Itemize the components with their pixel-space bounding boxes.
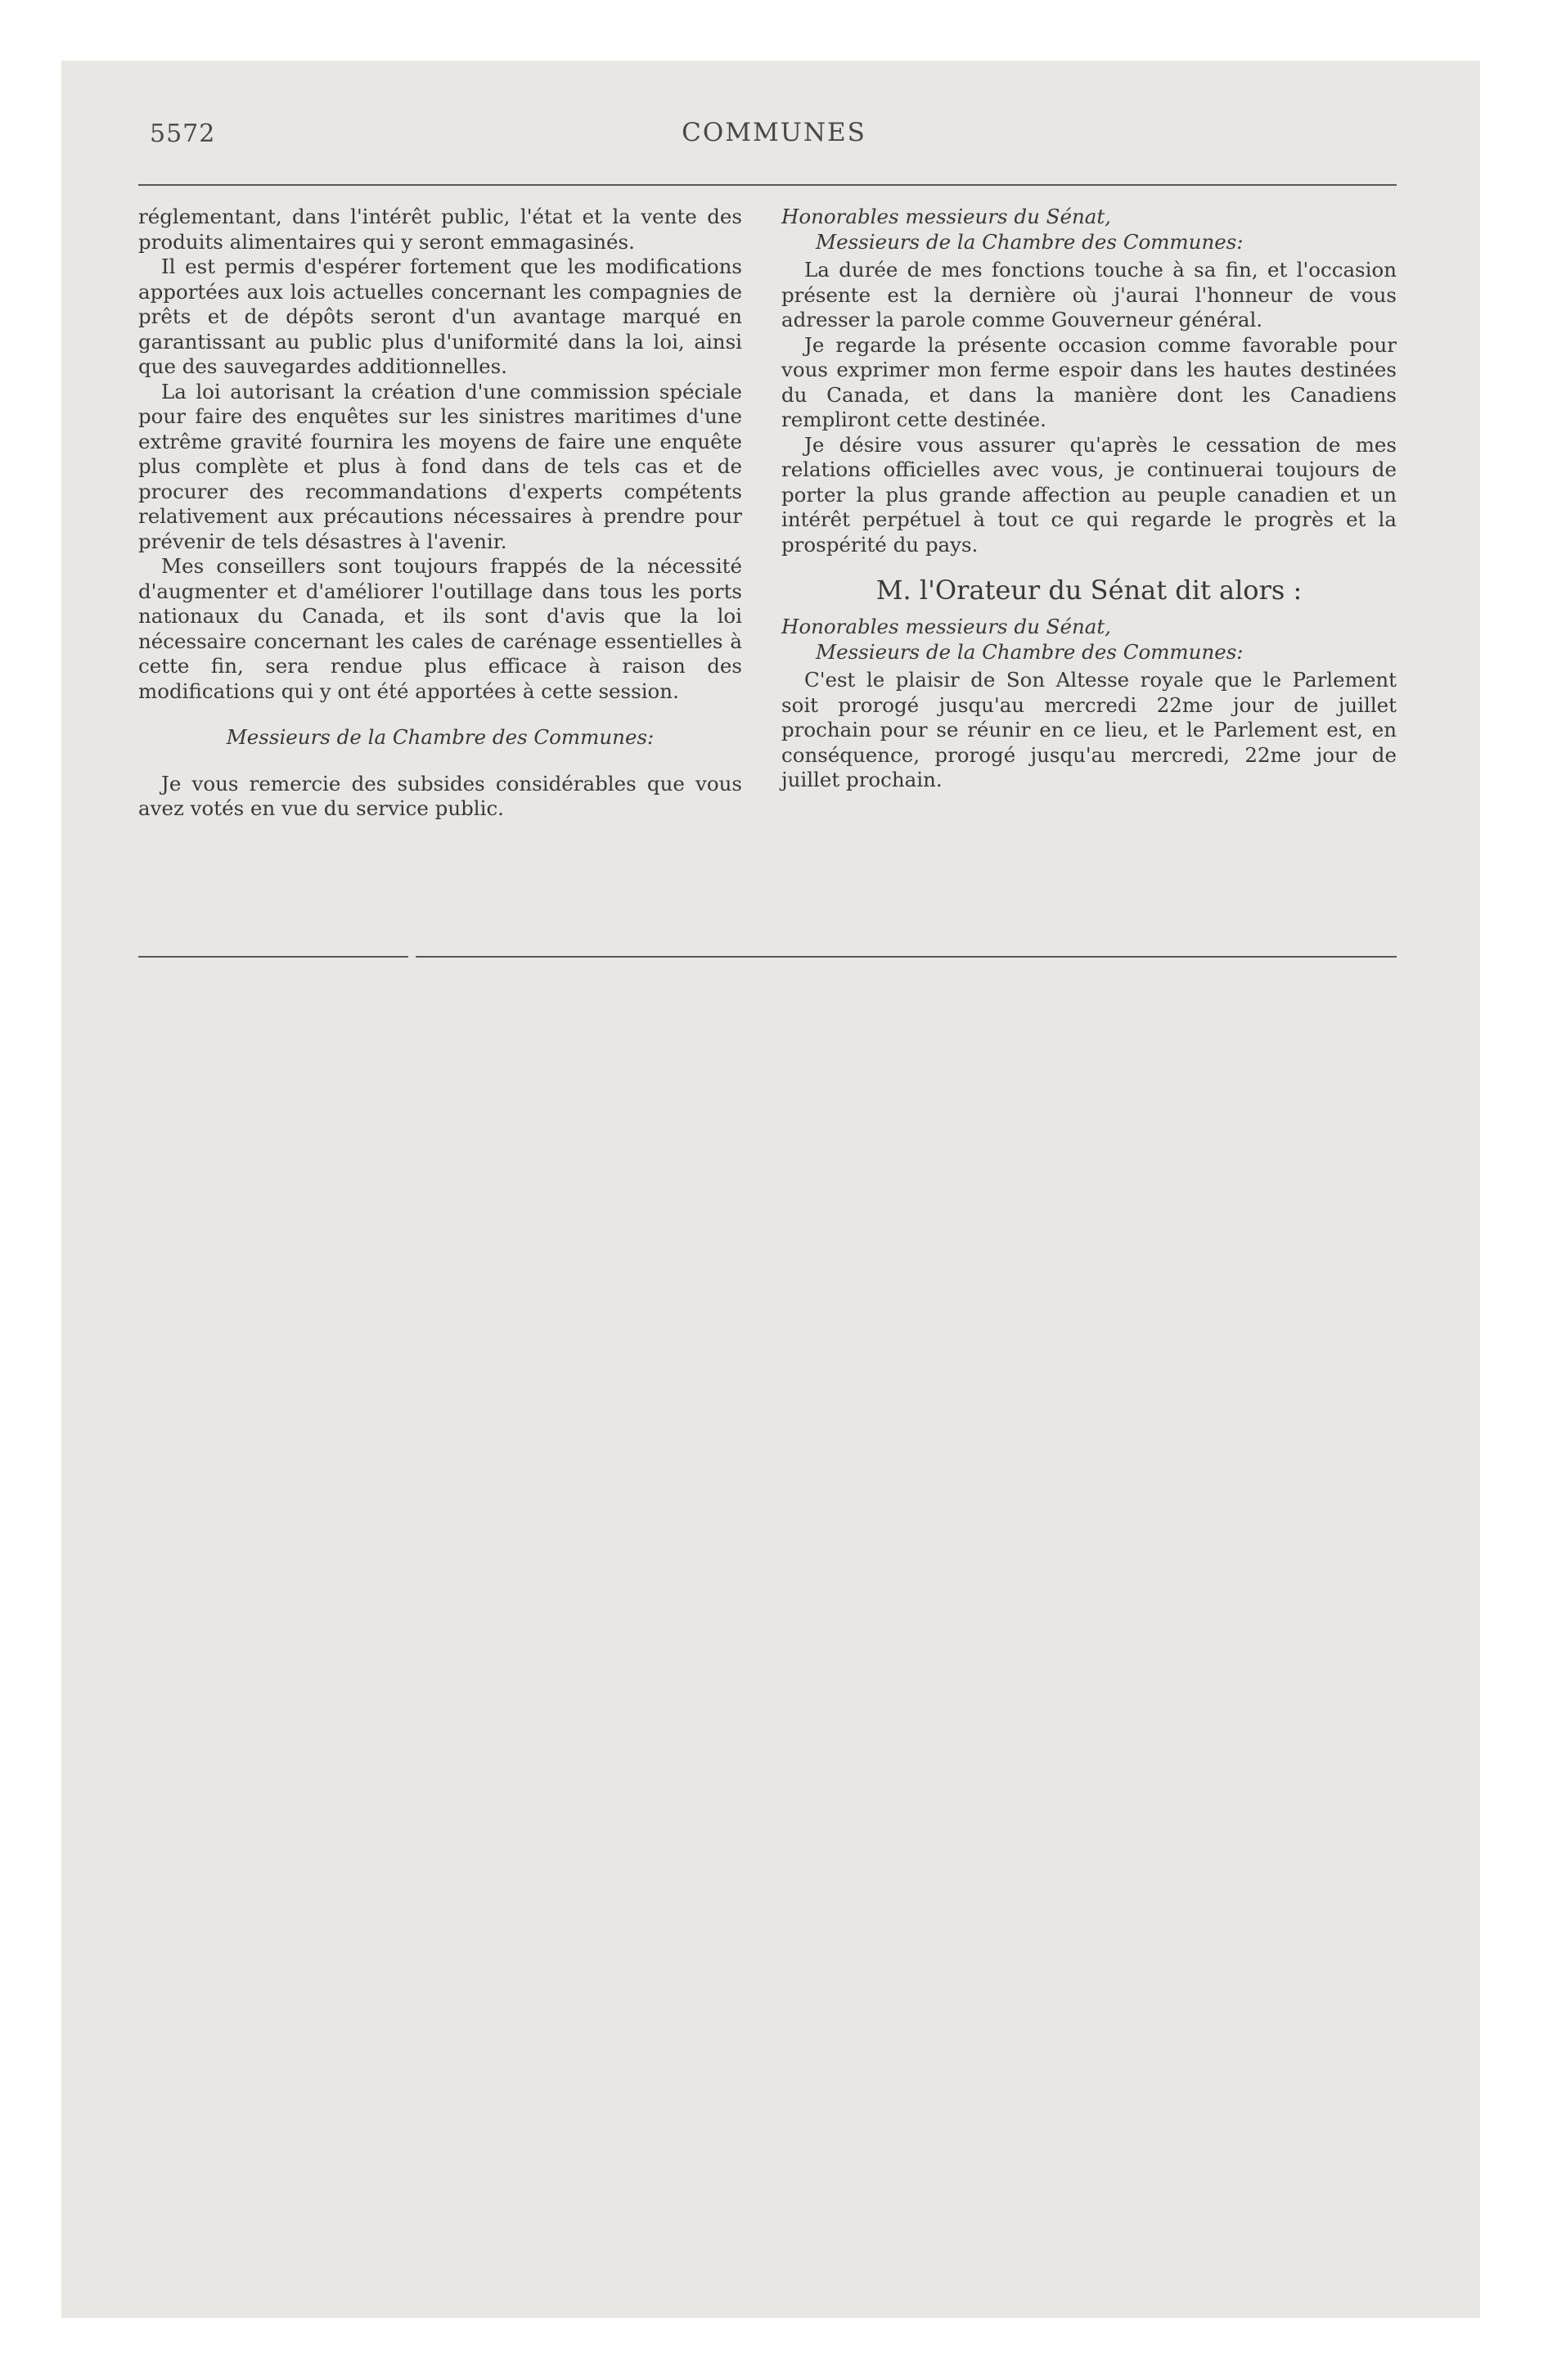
right-column <box>781 205 1397 793</box>
footer-rule <box>416 956 1397 958</box>
paragraph: Il est permis d'espérer fortement que les modifications apportées aux lois actuelles concernant les compagnies de prêts et de dépôts seront d'un avantage marqué en garantissant au public plus d'uniformité dans la loi, ainsi que des sauvegardes additionnelles. <box>138 255 742 378</box>
section-heading: M. l'Orateur du Sénat dit alors : <box>875 575 1303 606</box>
paragraph: Je désire vous assurer qu'après le cessation de mes relations officielles avec vous, je continuerai toujours de porter la plus grande affection au peuple canadien et un intérêt perpétuel à tout ce qui regarde le progrès et la prospérité du pays. <box>781 432 1397 557</box>
paragraph: Je regarde la présente occasion comme favorable pour vous exprimer mon ferme espoir dans les hautes destinées du Canada, et dans la manière dont les Canadiens rempliront cette destinée. <box>781 332 1397 431</box>
paragraph: Mes conseillers sont toujours frappés de la nécessité d'augmenter et d'améliorer l'outillage dans tous les ports nationaux du Canada, et ils sont d'avis que la loi nécessaire concernant les cales de carénage essentielles à cette fin, sera rendue plus efficace à raison des modifications qui y ont été apportées à cette session. <box>138 554 742 703</box>
paragraph: C'est le plaisir de Son Altesse royale que le Parlement soit prorogé jusqu'au mercredi 22me jour de juillet prochain pour se réunir en ce lieu, et le Parlement est, en conséquence, prorogé jusqu'au mercredi, 22me jour de juillet prochain. <box>781 668 1397 791</box>
paragraph: La durée de mes fonctions touche à sa fin, et l'occasion présente est la dernière où j'aurai l'honneur de vous adresser la parole comme Gouverneur général. <box>781 258 1397 331</box>
running-head: COMMUNES <box>682 118 866 147</box>
paragraph: La loi autorisant la création d'une commission spéciale pour faire des enquêtes sur les sinistres maritimes d'une extrême gravité fournira les moyens de faire une enquête plus complète et plus à fond dans de tels cas et de procurer des recommandations d'experts compétents relativement aux précautions nécessaires à prendre pour prévenir de tels désastres à l'avenir. <box>138 379 742 553</box>
paragraph: Je vous remercie des subsides considérables que vous avez votés en vue du service public. <box>138 771 742 820</box>
salutation: Honorables messieurs du Sénat, <box>781 615 1111 638</box>
salutation: Honorables messieurs du Sénat, <box>781 205 1111 228</box>
header-rule <box>138 184 1397 186</box>
page-number: 5572 <box>150 119 216 148</box>
footer-rule <box>138 956 408 958</box>
left-column <box>138 205 742 822</box>
salutation: Messieurs de la Chambre des Communes: <box>816 229 1244 254</box>
salutation: Messieurs de la Chambre des Communes: <box>816 639 1244 664</box>
paragraph: réglementant, dans l'intérêt public, l'état et la vente des produits alimentaires qui y seront emmagasinés. <box>138 205 742 254</box>
salutation: Messieurs de la Chambre des Communes: <box>226 725 655 749</box>
